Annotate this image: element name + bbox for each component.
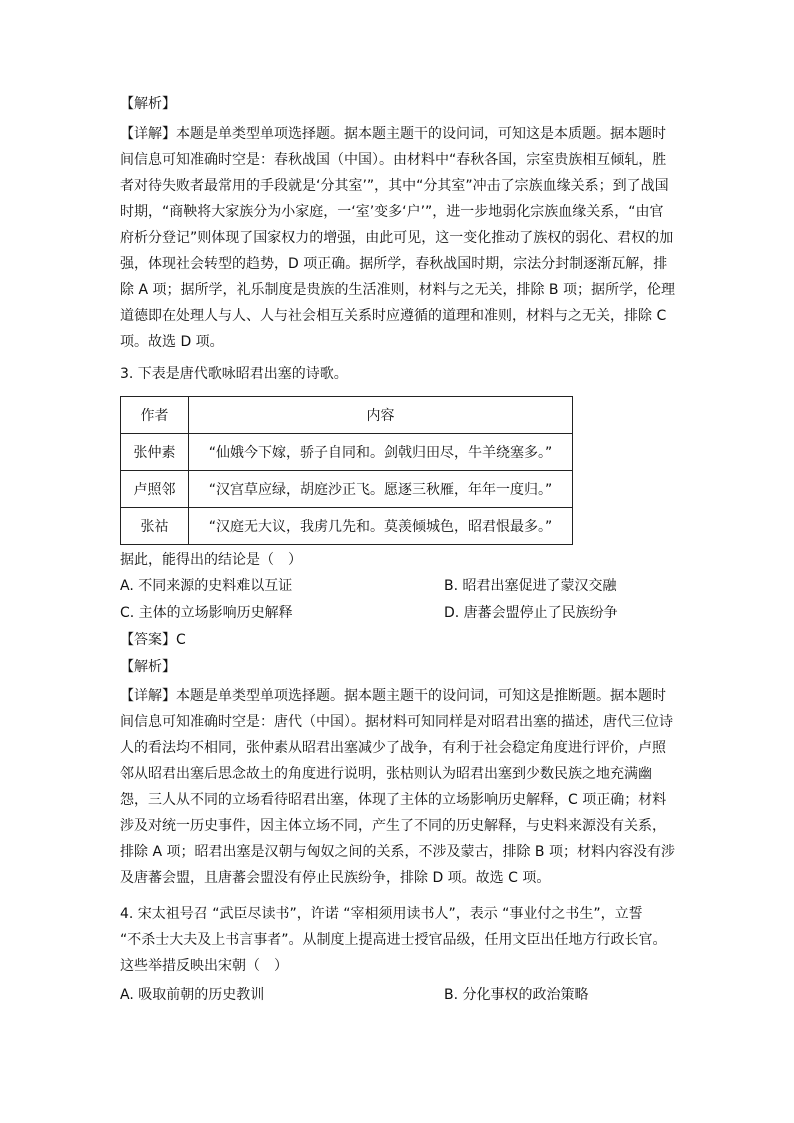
analysis-line: 府析分登记”则体现了国家权力的增强，由此可见，这一变化推动了族权的弱化、君权的加 [120, 230, 674, 246]
table-cell-author: 卢照邻 [121, 471, 189, 508]
option-c: C. 主体的立场影响历史解释 [120, 605, 293, 621]
table-cell-author: 张祜 [121, 508, 189, 545]
table-header-row [121, 397, 573, 434]
question-4-stem: 4. 宋太祖号召 “武臣尽读书”，许诺 “宰相须用读书人”，表示 “事业付之书生”，立誓 [120, 906, 643, 922]
option-b: B. 分化事权的政治策略 [444, 987, 589, 1003]
analysis-heading: 【解析】 [120, 659, 176, 675]
question-4-stem: “不杀士大夫及上书言事者”。从制度上提高进士授官品级，任用文臣出任地方行政长官。 [120, 932, 667, 948]
analysis-line: 间信息可知准确时空是：春秋战国（中国）。由材料中“春秋各国，宗室贵族相互倾轧，胜 [120, 152, 667, 168]
table-cell-content: “汉宫草应绿，胡庭沙正飞。愿逐三秋雁，年年一度归。” [189, 471, 573, 508]
analysis-line: 人的看法均不相同，张仲素从昭君出塞减少了战争，有利于社会稳定角度进行评价，卢照 [120, 740, 666, 756]
question-3-stem: 3. 下表是唐代歌咏昭君出塞的诗歌。 [120, 366, 348, 382]
analysis-heading: 【解析】 [120, 96, 176, 112]
question-4-stem: 这些举措反映出宋朝（ ） [120, 958, 288, 974]
analysis-line: 强，体现社会转型的趋势，D 项正确。据所学，春秋战国时期，宗法分封制逐渐瓦解，排 [120, 256, 668, 272]
analysis-line: 者对待失败者最常用的手段就是‘分其室’”，其中“分其室”冲击了宗族血缘关系；到了战国 [120, 178, 669, 194]
option-a: A. 吸取前朝的历史教训 [120, 987, 265, 1003]
analysis-line: 怨，三人从不同的立场看待昭君出塞，体现了主体的立场影响历史解释，C 项正确；材料 [120, 792, 667, 808]
analysis-line: 涉及对统一历史事件，因主体立场不同，产生了不同的历史解释，与史料来源没有关系， [120, 818, 666, 834]
analysis-line: 时期，“商鞅将大家族分为小家庭，一‘室’变多‘户’”，进一步地弱化宗族血缘关系，“由官 [120, 204, 664, 220]
analysis-line: 【详解】本题是单类型单项选择题。据本题主题干的设问词，可知这是本质题。据本题时 [120, 126, 666, 142]
analysis-line: 道德即在处理人与人、人与社会相互关系时应遵循的道理和准则，材料与之无关，排除 C [120, 308, 667, 324]
table-cell-author: 张仲素 [121, 434, 189, 471]
table-header-author: 作者 [121, 397, 189, 434]
table-row [121, 434, 573, 471]
table-cell-content: “仙娥今下嫁，骄子自同和。剑戟归田尽，牛羊绕塞多。” [189, 434, 573, 471]
analysis-line: 邻从昭君出塞后思念故土的角度进行说明，张枯则认为昭君出塞到少数民族之地充满幽 [120, 766, 652, 782]
analysis-line: 【详解】本题是单类型单项选择题。据本题主题干的设问词，可知这是推断题。据本题时 [120, 688, 666, 704]
question-3-prompt: 据此，能得出的结论是（ ） [120, 552, 302, 568]
table-header-content: 内容 [189, 397, 573, 434]
analysis-line: 间信息可知准确时空是：唐代（中国）。据材料可知同样是对昭君出塞的描述，唐代三位诗 [120, 714, 673, 730]
analysis-line: 及唐蕃会盟，且唐蕃会盟没有停止民族纷争，排除 D 项。故选 C 项。 [120, 870, 551, 886]
analysis-line: 除 A 项；据所学，礼乐制度是贵族的生活准则，材料与之无关，排除 B 项；据所学，伦理 [120, 282, 675, 298]
table-cell-content: “汉庭无大议，我虏几先和。莫羡倾城色，昭君恨最多。” [189, 508, 573, 545]
analysis-line: 项。故选 D 项。 [120, 334, 224, 350]
table-row [121, 508, 573, 545]
table-row [121, 471, 573, 508]
poem-table [120, 396, 573, 545]
answer-line: 【答案】C [120, 632, 186, 648]
option-d: D. 唐蕃会盟停止了民族纷争 [444, 605, 618, 621]
option-a: A. 不同来源的史料难以互证 [120, 578, 293, 594]
analysis-line: 排除 A 项；昭君出塞是汉朝与匈奴之间的关系，不涉及蒙古，排除 B 项；材料内容没有涉 [120, 844, 675, 860]
option-b: B. 昭君出塞促进了蒙汉交融 [444, 578, 617, 594]
